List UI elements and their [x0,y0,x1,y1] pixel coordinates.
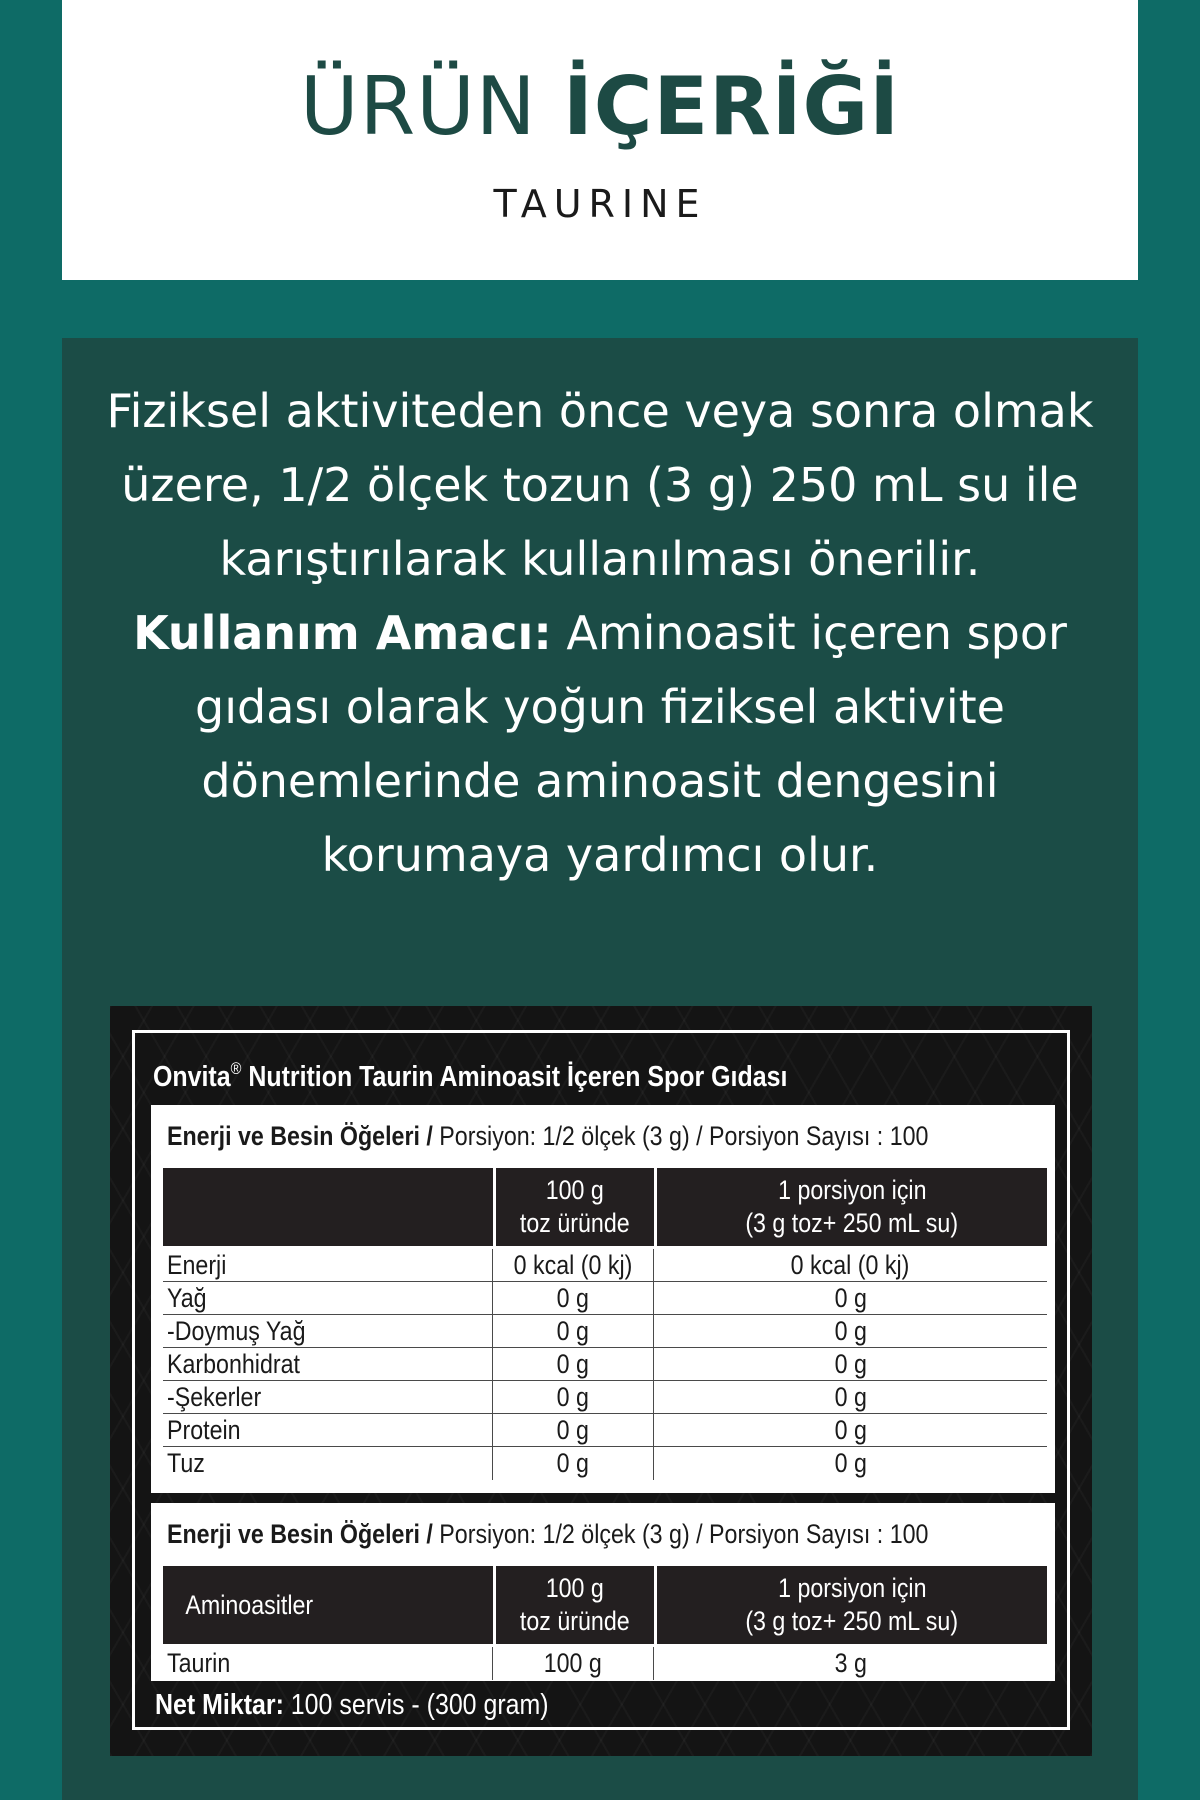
header-cell-per-serving: 1 porsiyon için (3 g toz+ 250 mL su) [657,1566,1047,1644]
content-panel [62,338,1138,1800]
header-cell-per100: 100 g toz üründe [496,1168,654,1246]
table-body [163,1647,1047,1680]
table-row: Protein 0 g 0 g [163,1414,1047,1447]
table-row: Tuz 0 g 0 g [163,1447,1047,1480]
product-name: Nutrition Taurin Aminoasit İçeren Spor Gıdası [241,1061,788,1093]
registered-mark: ® [230,1059,242,1078]
header-cell-name [163,1168,493,1246]
brand-name: Onvita [153,1061,231,1093]
table-body [163,1249,1047,1480]
net-amount-value: 100 servis - (300 gram) [283,1689,549,1721]
amino-acid-table [151,1503,1055,1681]
nutrition-label [110,1006,1092,1756]
header-cell-per-serving: 1 porsiyon için (3 g toz+ 250 mL su) [657,1168,1047,1246]
table-row: -Doymuş Yağ 0 g 0 g [163,1315,1047,1348]
table-row: Karbonhidrat 0 g 0 g [163,1348,1047,1381]
table-heading [167,1519,928,1550]
purpose-text: Aminoasit içeren spor gıdası olarak yoğun fiziksel aktivite dönemlerinde aminoasit dengesini korumaya yardımcı olur. [195,606,1067,882]
page-subtitle: TAURINE [493,182,707,226]
net-amount-label: Net Miktar: [155,1689,284,1721]
header-cell-per100: 100 g toz üründe [496,1566,654,1644]
table-row: Enerji 0 kcal (0 kj) 0 kcal (0 kj) [163,1249,1047,1282]
table-heading-bold: Enerji ve Besin Öğeleri / [167,1121,433,1151]
header-card [62,0,1138,280]
purpose-label: Kullanım Amacı: [133,606,552,660]
table-heading [167,1121,928,1152]
table-heading-text: Porsiyon: 1/2 ölçek (3 g) / Porsiyon Sayısı : 100 [432,1121,929,1151]
title-bold: İÇERİĞİ [563,60,900,153]
table-row: Taurin 100 g 3 g [163,1647,1047,1680]
nutrition-table [151,1105,1055,1493]
table-header [163,1566,1047,1644]
usage-text: Fiziksel aktiviteden önce veya sonra olmak üzere, 1/2 ölçek tozun (3 g) 250 mL su ile karıştırılarak kullanılması önerilir. [106,384,1094,586]
table-heading-text: Porsiyon: 1/2 ölçek (3 g) / Porsiyon Sayısı : 100 [432,1519,929,1549]
page-title [62,52,1138,162]
table-row: -Şekerler 0 g 0 g [163,1381,1047,1414]
net-amount [155,1689,549,1722]
nutrition-label-border [132,1030,1070,1730]
table-heading-bold: Enerji ve Besin Öğeleri / [167,1519,433,1549]
table-row: Yağ 0 g 0 g [163,1282,1047,1315]
label-title [153,1059,787,1094]
table-header [163,1168,1047,1246]
title-light: ÜRÜN [300,60,537,153]
header-cell-name: Aminoasitler [163,1566,493,1644]
description [82,374,1118,892]
